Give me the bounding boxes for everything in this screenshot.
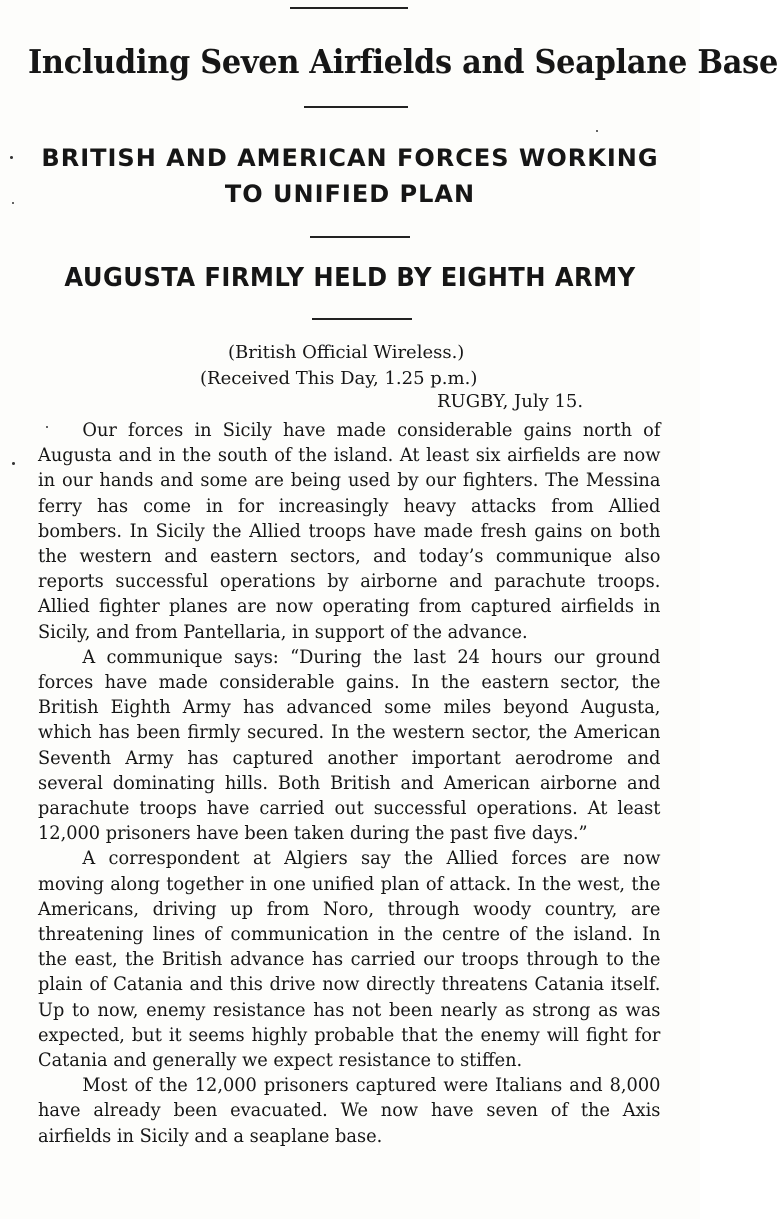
place-date-line: RUGBY, July 15. — [437, 391, 584, 412]
headline-secondary — [0, 140, 700, 212]
top-rule — [290, 7, 408, 9]
article-paragraph-3: A correspondent at Algiers say the Allied forces are now moving along together in one unified plan of attack. In the west, the Americans, driving up from Noro, through woody country, are threatening lines of communication in the centre of the island. In the east, the British advance has carried our troops through to the plain of Catania and this drive now directly threatens Catania itself. Up to now, enemy resistance has not been nearly as strong as was expected, but it seems highly probable that the enemy will fight for Catania and generally we expect resistance to stiffen. — [38, 848, 661, 1072]
article-paragraph-4: Most of the 12,000 prisoners captured were Italians and 8,000 have already been evacuated. We now have seven of the Axis airfields in Sicily and a seaplane base. — [38, 1075, 661, 1147]
headline-primary: Including Seven Airfields and Seaplane Base — [28, 42, 778, 81]
print-speck — [596, 130, 598, 132]
print-speck — [10, 156, 13, 159]
article-paragraph-1: Our forces in Sicily have made considerable gains north of Augusta and in the south of the island. At least six airfields are now in our hands and some are being used by our fighters. The Messina ferry has come in for increasingly heavy attacks from Allied bombers. In Sicily the Allied troops have made fresh gains on both the western and eastern sectors, and today’s communique also reports successful operations by airborne and parachute troops. Allied fighter planes are now operating from captured airfields in Sicily, and from Pantellaria, in support of the advance. — [38, 420, 661, 643]
print-speck — [12, 462, 15, 465]
source-line: (British Official Wireless.) — [228, 342, 465, 363]
divider-rule-2 — [310, 236, 410, 238]
divider-rule-3 — [312, 318, 412, 320]
print-speck — [46, 426, 48, 428]
article-paragraph-2: A communique says: “During the last 24 hours our ground forces have made considerable gains. In the eastern sector, the British Eighth Army has advanced some miles beyond Augusta, which has been firmly secured. In the western sector, the American Seventh Army has captured another important aerodrome and several dominating hills. Both British and American airborne and parachute troops have carried out successful operations. At least 12,000 prisoners have been taken during the past five days.” — [38, 646, 661, 845]
print-speck — [12, 202, 14, 204]
article-body — [38, 418, 660, 1149]
received-line: (Received This Day, 1.25 p.m.) — [200, 368, 478, 389]
headline-secondary-line-1: BRITISH AND AMERICAN FORCES WORKING — [41, 144, 659, 172]
headline-tertiary: AUGUSTA FIRMLY HELD BY EIGHTH ARMY — [64, 263, 636, 293]
divider-rule-1 — [304, 106, 408, 108]
headline-secondary-line-2: TO UNIFIED PLAN — [224, 180, 476, 208]
